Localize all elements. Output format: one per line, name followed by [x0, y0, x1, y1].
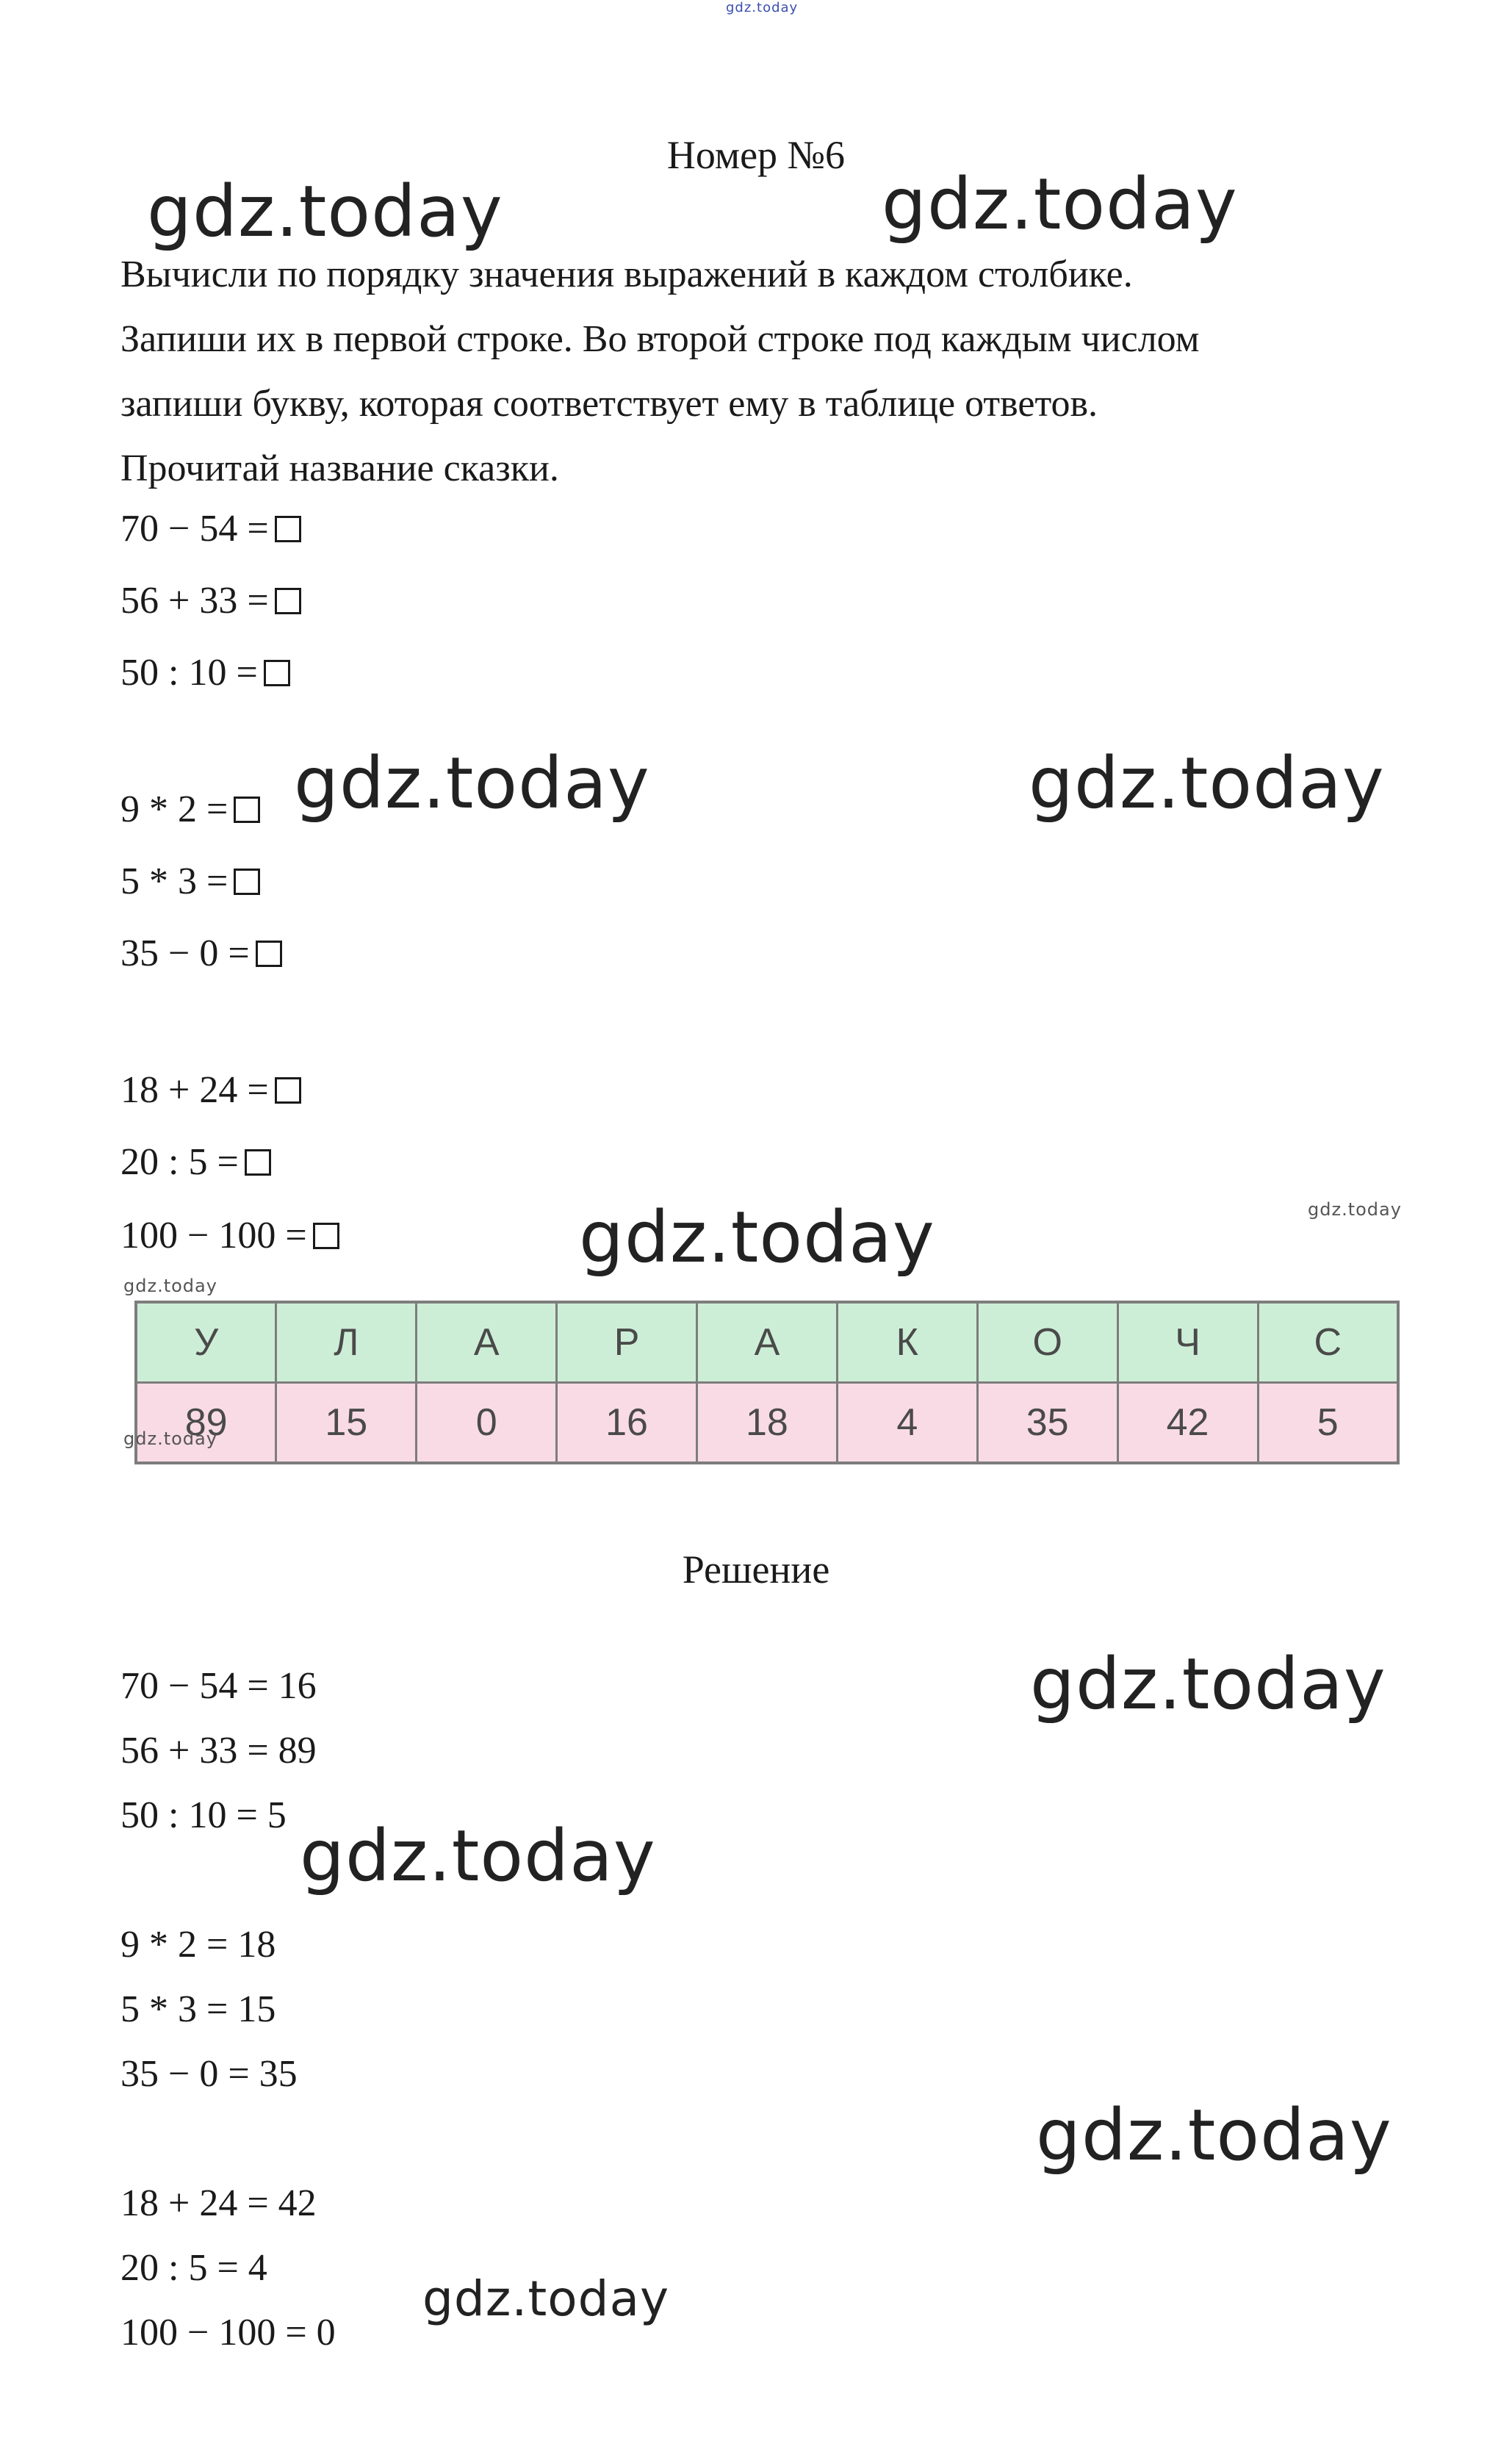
watermark: gdz.today — [300, 1815, 656, 1897]
letter-cell: С — [1258, 1302, 1398, 1383]
answer-box — [256, 941, 282, 967]
expression: 18 + 24 = — [120, 1068, 301, 1112]
letter-cell: О — [977, 1302, 1117, 1383]
watermark: gdz.today — [1308, 1199, 1402, 1220]
watermark: gdz.today — [1030, 1643, 1386, 1725]
solution-line: 100 − 100 = 0 — [120, 2312, 336, 2354]
expression: 70 − 54 = — [120, 507, 301, 550]
number-cell: 15 — [276, 1383, 417, 1464]
solution-line: 50 : 10 = 5 — [120, 1794, 287, 1836]
task-line: Вычисли по порядку значения выражений в каждом столбике. — [120, 254, 1133, 295]
number-cell: 89 — [136, 1383, 276, 1464]
letter-cell: Р — [557, 1302, 697, 1383]
watermark: gdz.today — [579, 1196, 935, 1279]
top-watermark: gdz.today — [726, 0, 799, 15]
watermark: gdz.today — [1036, 2094, 1392, 2176]
number-cell: 0 — [417, 1383, 557, 1464]
number-cell: 35 — [977, 1383, 1117, 1464]
expression: 35 − 0 = — [120, 932, 282, 975]
watermark: gdz.today — [123, 1428, 217, 1449]
expression: 50 : 10 = — [120, 651, 290, 694]
watermark: gdz.today — [422, 2271, 670, 2327]
number-cell: 4 — [837, 1383, 977, 1464]
number-cell: 5 — [1258, 1383, 1398, 1464]
watermark: gdz.today — [147, 170, 503, 253]
solution-line: 20 : 5 = 4 — [120, 2247, 267, 2289]
expression: 5 * 3 = — [120, 860, 260, 903]
task-line: запиши букву, которая соответствует ему в таблице ответов. — [120, 383, 1098, 425]
letter-cell: Л — [276, 1302, 417, 1383]
answer-box — [234, 869, 260, 895]
answer-box — [264, 660, 290, 686]
answer-box — [275, 516, 301, 542]
watermark: gdz.today — [1029, 742, 1385, 824]
answer-box — [275, 588, 301, 614]
watermark: gdz.today — [882, 163, 1238, 245]
solution-line: 5 * 3 = 15 — [120, 1988, 276, 2030]
solution-line: 9 * 2 = 18 — [120, 1924, 276, 1966]
watermark: gdz.today — [123, 1276, 217, 1296]
task-line: Запиши их в первой строке. Во второй строке под каждым числом — [120, 318, 1200, 360]
solution-line: 18 + 24 = 42 — [120, 2182, 317, 2224]
number-cell: 42 — [1117, 1383, 1258, 1464]
expression: 100 − 100 = — [120, 1214, 339, 1257]
letter-cell: Ч — [1117, 1302, 1258, 1383]
answer-box — [313, 1223, 339, 1249]
answer-box — [245, 1149, 271, 1176]
solution-line: 56 + 33 = 89 — [120, 1730, 317, 1772]
expression: 20 : 5 = — [120, 1140, 271, 1184]
numbers-row — [136, 1383, 1398, 1464]
answer-box — [275, 1077, 301, 1104]
expression: 9 * 2 = — [120, 788, 260, 831]
expression: 56 + 33 = — [120, 579, 301, 622]
watermark: gdz.today — [294, 742, 650, 824]
solution-line: 35 − 0 = 35 — [120, 2053, 298, 2095]
letter-cell: У — [136, 1302, 276, 1383]
letters-row — [136, 1302, 1398, 1383]
number-cell: 18 — [697, 1383, 838, 1464]
page-title: Номер №6 — [666, 133, 846, 177]
solution-line: 70 − 54 = 16 — [120, 1665, 317, 1707]
letter-cell: К — [837, 1302, 977, 1383]
letter-cell: А — [697, 1302, 838, 1383]
answer-table — [134, 1301, 1400, 1464]
task-line: Прочитай название сказки. — [120, 447, 559, 489]
number-cell: 16 — [557, 1383, 697, 1464]
task-text — [120, 242, 1414, 501]
answer-box — [234, 797, 260, 823]
letter-cell: А — [417, 1302, 557, 1383]
solution-title: Решение — [682, 1547, 830, 1592]
